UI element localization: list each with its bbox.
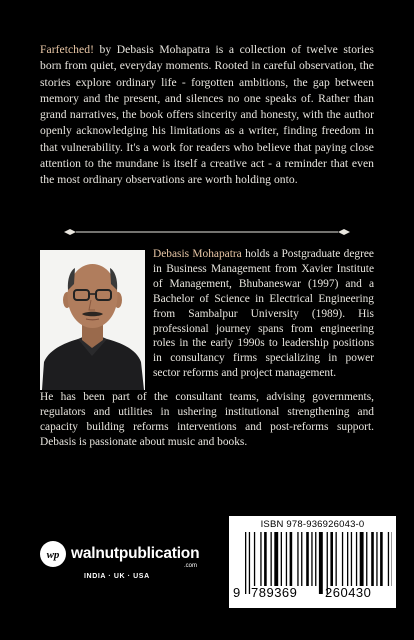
publisher-domain: .com [184, 563, 198, 569]
isbn-digits [229, 583, 396, 605]
barcode-bar [315, 532, 316, 586]
isbn-digits-left: 789369 [251, 585, 298, 600]
synopsis-text: by Debasis Mohapatra is a collection of twelve stories born from quiet, everyday moments. Rooted in careful observation, the stories explore ordinary life - forgotten ambitions, the gap between memory and the present, and silences no one speaks of. Rather than grand narratives, the book offers sincerity and honesty, with the author openly acknowledging his limitations as a writer, finding freedom in that vulnerability. It's a work for readers who believe that paying close attention to the mundane is itself a creative act - a reminder that even the most ordinary observations are worth holding onto. [40, 43, 374, 187]
barcode-bar [290, 532, 293, 586]
book-synopsis [40, 42, 374, 189]
barcode-bar [271, 532, 272, 586]
barcode-bar [342, 532, 343, 586]
publisher-block [40, 541, 210, 580]
barcode-bar [281, 532, 282, 586]
barcode-bar [286, 532, 287, 586]
author-bio-continued: He has been part of the consultant teams, advising governments, regulators and utilities in ushering institutional strengthening and capacity building reforms interventions and post-reforms support. Debasis is passionate about music and books. [40, 391, 374, 448]
barcode-bar [330, 532, 333, 586]
barcode-bar [356, 532, 357, 586]
author-name: Debasis Mohapatra [153, 248, 242, 260]
book-title: Farfetched! [40, 43, 94, 56]
barcode-bar [306, 532, 309, 586]
publisher-name: walnutpublication [71, 545, 200, 562]
isbn-label: ISBN 978-936926043-0 [260, 519, 365, 530]
author-photo [40, 250, 145, 390]
publisher-logo-icon [40, 541, 66, 567]
author-bio-text: holds a Postgraduate degree in Business Management from Xavier Institute of Management, Bhubaneswar (1997) and a Bachelor of Science in Electrical Engineering from Sambalpur University (1989). His professional journey spans from engineering roles in the early 1990s to leadership positions in consultancy firms specializing in power sector reforms and project management. [153, 248, 374, 380]
barcode-bar [388, 532, 389, 586]
author-bio [153, 247, 374, 381]
barcode-bar [371, 532, 374, 586]
barcode-bar [376, 532, 377, 586]
publisher-regions: INDIA · UK · USA [84, 573, 150, 580]
barcode-bar [347, 532, 348, 586]
isbn-barcode [229, 516, 396, 608]
barcode-bar [264, 532, 267, 586]
barcode-bar [311, 532, 312, 586]
barcode-bar [301, 532, 302, 586]
barcode-bar [380, 532, 383, 586]
isbn-digit-first: 9 [233, 585, 241, 600]
barcode-bar [254, 532, 255, 586]
ornamental-divider [64, 228, 350, 236]
isbn-digits-right: 260430 [325, 585, 372, 600]
barcode-bar [297, 532, 298, 586]
publisher-logo-text: wp [46, 549, 60, 561]
barcode-bar [260, 532, 261, 586]
barcode-bar [274, 532, 278, 586]
barcode-bar [360, 532, 364, 586]
barcode-bar [336, 532, 337, 586]
barcode-bar [351, 532, 352, 586]
barcode-bar [366, 532, 367, 586]
